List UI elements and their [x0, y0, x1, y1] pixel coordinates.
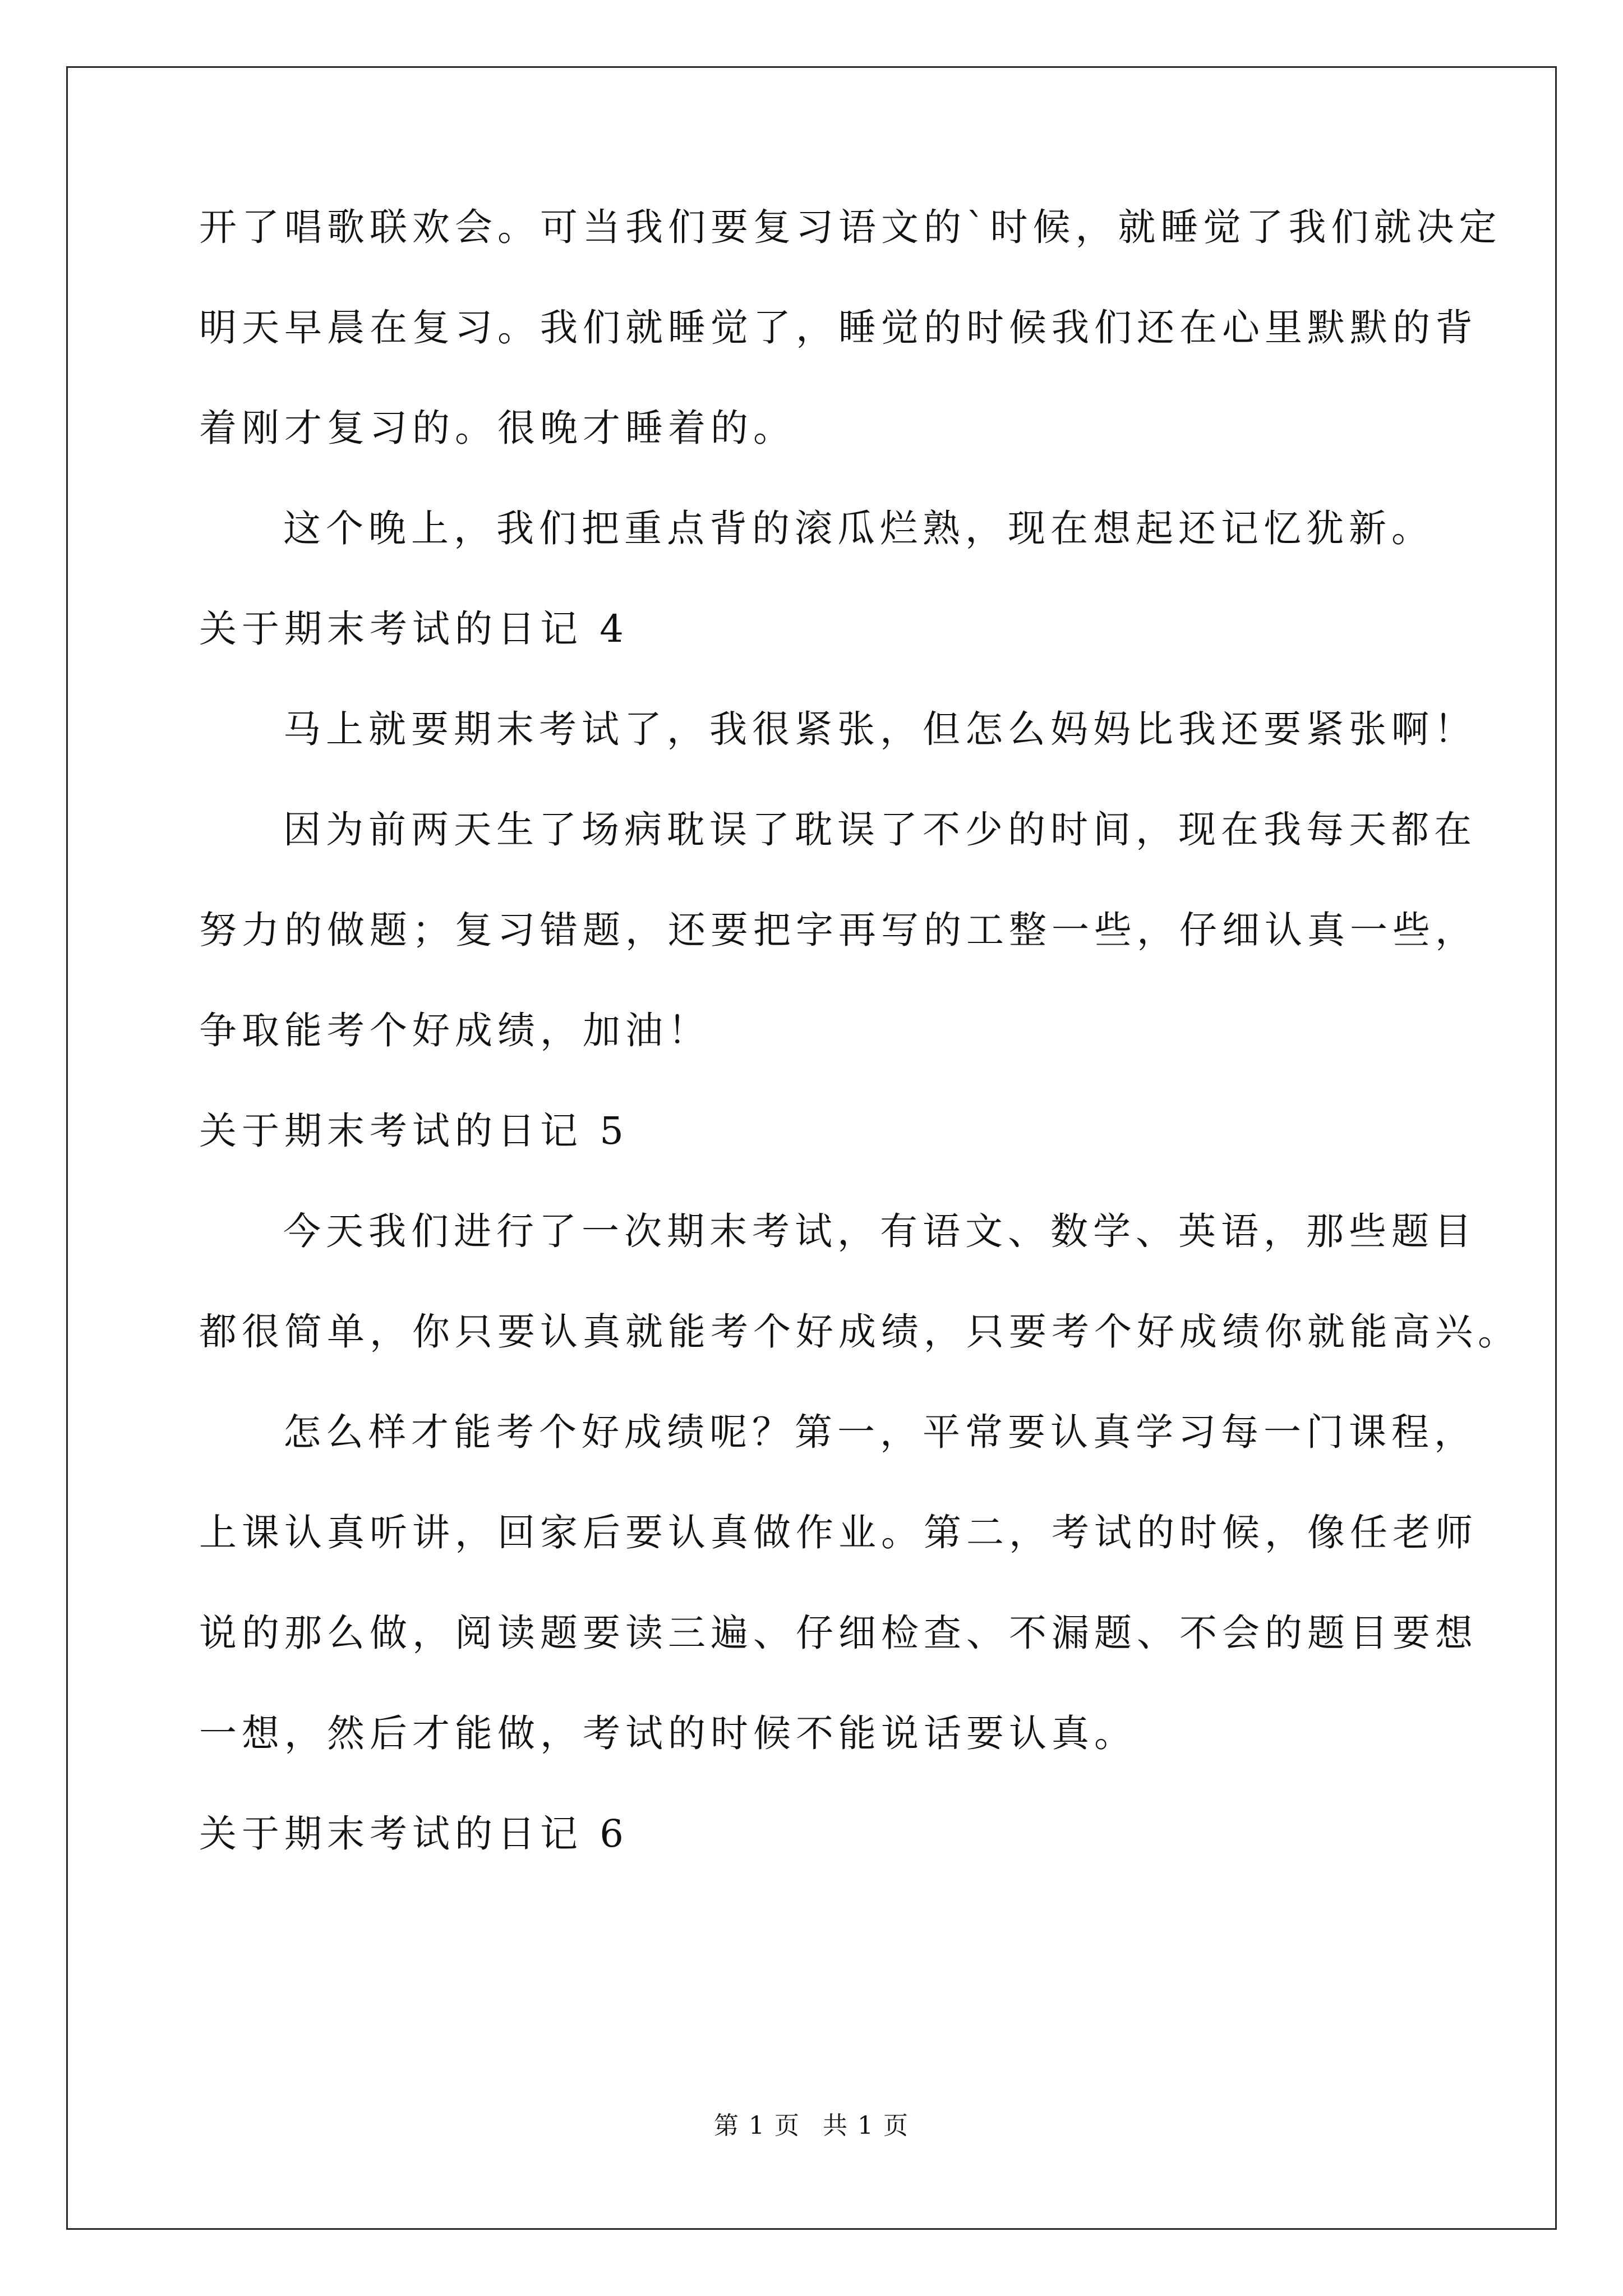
text-line: 争取能考个好成绩，加油！	[199, 1009, 711, 1052]
text-line: 今天我们进行了一次期末考试，有语文、数学、英语，那些题目	[283, 1209, 1477, 1253]
text-line: 开了唱歌联欢会。可当我们要复习语文的`时候，就睡觉了我们就决定	[199, 205, 1502, 249]
text-line: 说的那么做，阅读题要读三遍、仔细检查、不漏题、不会的题目要想	[199, 1611, 1478, 1655]
text-line: 明天早晨在复习。我们就睡觉了，睡觉的时候我们还在心里默默的背	[199, 306, 1478, 349]
page-number: 第 1 页	[714, 2111, 800, 2140]
page-footer	[0, 2109, 1623, 2143]
section-heading: 关于期末考试的日记 4	[199, 607, 629, 651]
text-line: 一想，然后才能做，考试的时候不能说话要认真。	[199, 1711, 1137, 1755]
text-line: 着刚才复习的。很晚才睡着的。	[199, 406, 796, 450]
page-total: 共 1 页	[823, 2111, 909, 2140]
section-heading: 关于期末考试的日记 6	[199, 1812, 629, 1856]
text-line: 努力的做题；复习错题，还要把字再写的工整一些，仔细认真一些，	[199, 908, 1478, 952]
text-line: 怎么样才能考个好成绩呢？第一，平常要认真学习每一门课程，	[283, 1410, 1477, 1454]
text-line: 因为前两天生了场病耽误了耽误了不少的时间，现在我每天都在	[283, 808, 1477, 852]
text-line: 都很简单，你只要认真就能考个好成绩，只要考个好成绩你就能高兴。	[199, 1310, 1520, 1354]
text-line: 上课认真听讲，回家后要认真做作业。第二，考试的时候，像任老师	[199, 1511, 1478, 1554]
section-heading: 关于期末考试的日记 5	[199, 1109, 629, 1153]
text-line: 这个晚上，我们把重点背的滚瓜烂熟，现在想起还记忆犹新。	[283, 507, 1434, 550]
text-line: 马上就要期末考试了，我很紧张，但怎么妈妈比我还要紧张啊！	[283, 707, 1477, 751]
